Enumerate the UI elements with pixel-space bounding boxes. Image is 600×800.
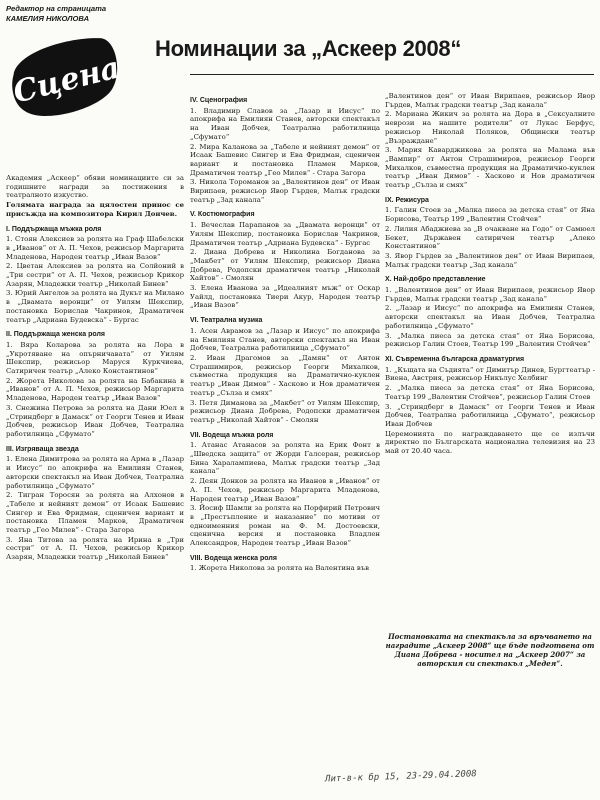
- nomination-item: 3. „Стриндберг в Дамаск“ от Георги Тенев и Иван Добчев, Театрална работилница „Сфумато“, режисьор Иван Добчев: [385, 402, 595, 428]
- nomination-item: 1. Галин Стоев за „Малка пиеса за детска стая“ от Яна Борисова, Театър 199 „Валентин Стойчев“: [385, 206, 595, 224]
- col2-sections: [190, 97, 380, 573]
- nomination-item: 2. Цветан Алексиев за ролята на Солйоний в „Три сестри“ от А. П. Чехов, режисьор Крикор Азарян, Младежки театър „Николай Бинев“: [6, 262, 184, 288]
- nomination-item: 1. Стоян Алексиев за ролята на Граф Шабелски в „Иванов“ от А. П. Чехов, режисьор Маргарита Младенова, Народен театър „Иван Вазов“: [6, 235, 184, 261]
- col1-sections: [6, 226, 184, 562]
- editor-label: Редактор на страницата: [6, 4, 107, 13]
- category-heading: X. Най-добро представление: [385, 276, 486, 284]
- col3-sections: [385, 92, 595, 456]
- intro-lead: Академия „Аскеер“ обяви номинациите си за годишните награди за постижения в театралното изкуство.: [6, 174, 184, 200]
- nomination-item: 3. Елена Иванова за „Идеалният мъж“ от Оскар Уайлд, постановка Тиери Акур, Народен театър „Иван Вазов“: [190, 284, 380, 310]
- column-1: [6, 174, 184, 786]
- category-heading: VII. Водеща мъжка роля: [190, 431, 274, 439]
- nomination-item: 2. Мира Каланова за „Табеле и нейният демон“ от Исаак Башевис Сингер и Ева Фридман, сценичен вариант и постановка Пламен Марков, Драматичен театър „Гео Милев“ - Стара Загора: [190, 142, 380, 177]
- nomination-item: 3. Снежина Петрова за ролята на Дани Юел в „Стриндберг в Дамаск“ от Георги Тенев и Иван Добчев, режисьор Иван Добчев, Театрална работилница „Сфумато“: [6, 403, 184, 438]
- nomination-item: 2. Мариана Жикич за ролята на Дора в „Сексуалните неврози на нашите родители“ от Лукас Берфус, режисьор Николай Поляков, Общински театър „Възраждане“: [385, 110, 595, 145]
- nomination-item: 1. Асен Аврамов за „Лазар и Иисус“ по апокрифа на Емилиян Станев, авторски спектакъл на Иван Добчев, Театрална работилница „Сфумато“: [190, 326, 380, 353]
- nomination-item: 3. Мария Каварджикова за ролята на Малама във „Вампир“ от Антон Страшимиров, режисьор Георги Михалков, съвместна продукция на Драматично-куклен театър „Иван Димов“ - Хасково и Нов драматичен театър „Сълза и смях“: [385, 146, 595, 190]
- intro-lifetime: Голямата награда за цялостен принос се присъжда на композитора Кирил Дончев.: [6, 201, 184, 218]
- nomination-item: 2. Диана Добрева и Николина Богданова за „Макбет“ от Уилям Шекспир, режисьор Диана Добрева, Родопски драматичен театър „Николай Хайтов“ - Смолян: [190, 248, 380, 283]
- nomination-item: 1. Атанас Атанасов за ролята на Ерик Фонт в „Шведска защита“ от Жорди Галсеран, режисьор Бина Харалампиева, Малък градски театър „Зад канала“: [190, 441, 380, 476]
- nomination-item: 3. Юрий Ангелов за ролята на Дукът на Милано в „Двамата веронци“ от Уилям Шекспир, постановка Борислав Чакринов, Драматичен театър „Адриана Будевска“ - Бургас: [6, 289, 184, 324]
- nomination-item: 2. Лилия Абаджиева за „В очакване на Годо“ от Самюел Бекет, Държавен сатиричен театър „Алеко Константинов“: [385, 224, 595, 251]
- nomination-item: 3. Йосиф Шамли за ролята на Порфирий Петрович в „Престъпление и наказание“ по мотиви от едноименния роман на Ф. М. Достоевски, сценична версия и постановка Владлен Александров, Народен театър „Иван Вазов“: [190, 504, 380, 548]
- category-heading: XI. Съвременна българска драматургия: [385, 355, 525, 363]
- nomination-item: 1. Елена Димитрова за ролята на Арма в „Лазар и Иисус“ по апокрифа на Емилиян Станев, авторски спектакъл на Иван Добчев, Театрална работилница „Сфумато“: [6, 455, 184, 490]
- page-title: Номинации за „Аскеер 2008“: [155, 36, 462, 61]
- nomination-item: 3. Явор Гърдев за „Валентинов ден“ от Иван Вирипаев, Малък градски театър „Зад канала“: [385, 251, 595, 269]
- editor-name: КАМЕЛИЯ НИКОЛОВА: [6, 14, 90, 23]
- category-heading: VIII. Водеща женска роля: [190, 554, 277, 562]
- scena-stamp: [6, 34, 126, 122]
- nomination-item: 1. „Валентинов ден“ от Иван Вирипаев, режисьор Явор Гърдев, Малък градски театър „Зад канала“: [385, 286, 595, 303]
- nomination-item: 1. Вяра Коларова за ролята на Лора в „Укротяване на опърничавата“ от Уилям Шекспир, режисьор Маруся Куркчиева, Сатиричен театър „Алеко Константинов“: [6, 340, 184, 376]
- nomination-item: „Валентинов ден“ от Иван Вирипаев, режисьор Явор Гърдев, Малък градски театър „Зад канала“: [385, 92, 595, 109]
- nomination-item: 1. Жорета Николова за ролята на Валентина във: [190, 564, 370, 573]
- column-2: [190, 90, 380, 790]
- category-heading: III. Изгряваща звезда: [6, 445, 79, 453]
- nomination-item: 1. Вечеслав Парапанов за „Двамата веронци“ от Уилям Шекспир, постановка Борислав Чакринов, Драматичен театър „Адриана Будевска“ - Бургас: [190, 221, 380, 247]
- nomination-item: 2. Деян Донков за ролята на Иванов в „Иванов“ от А. П. Чехов, режисьор Маргарита Младенова, Народен театър „Иван Вазов“: [190, 477, 380, 503]
- handwritten-note: Лит-в-к бр 15, 23-29.04.2008: [324, 769, 477, 785]
- nomination-item: 2. „Лазар и Иисус“ по апокрифа на Емилиян Станев, авторски спектакъл на Иван Добчев, Театрална работилница „Сфумато“: [385, 304, 595, 330]
- nomination-item: 2. Иван Драгомов за „Дамян“ от Антон Страшимиров, режисьор Георги Михалков, съвместна продукция на Драматично-куклен театър „Иван Димов“ - Хасково и Нов драматичен театър „Сълза и смях“: [190, 353, 380, 397]
- category-heading: V. Костюмография: [190, 211, 255, 219]
- nomination-item: 3. Никола Тороманов за „Валентинов ден“ от Иван Вирипаев, режисьор Явор Гърдев, Малък градски театър „Зад канала“: [190, 178, 380, 204]
- nomination-item: 2. „Малка пиеса за детска стая“ от Яна Борисова, Театър 199 „Валентин Стойчев“, режисьор Галин Стоев: [385, 384, 595, 401]
- nomination-item: 3. „Малка пиеса за детска стая“ от Яна Борисова, режисьор Галин Стоев, Театър 199 „Валентин Стойчев“: [385, 331, 595, 349]
- nomination-item: 3. Яна Титова за ролята на Ирина в „Три сестри“ от А. П. Чехов, режисьор Крикор Азарян, Младежки театър „Николай Бинев“: [6, 535, 184, 562]
- nomination-item: 1. Владимир Славов за „Лазар и Иисус“ по апокрифа на Емилиян Станев, авторски спектакъл на Иван Добчев, Театрална работилница „Сфумато“: [190, 106, 380, 141]
- category-heading: I. Поддържаща мъжка роля: [6, 225, 102, 233]
- nomination-item: 3. Петя Диманова за „Макбет“ от Уилям Шекспир, режисьор Диана Добрева, Родопски драматичен театър „Николай Хайтов“ - Смолян: [190, 398, 380, 424]
- nomination-item: 1. „Къщата на Съдията“ от Димитър Динев, Бургтеатър - Виена, Австрия, режисьор Никълус Хелбинг: [385, 365, 595, 383]
- nomination-item: Церемонията по награждаването ще се излъчи директно по Българската национална телевизия на 23 май от 20.40 часа.: [385, 429, 595, 456]
- nomination-item: 2. Тигран Торосян за ролята на Алхонов в „Табеле и нейният демон“ от Исаак Башевис Сингер и Ева Фридман, сценичен вариант и постановка Пламен Марков, Драматичен театър „Гео Милев“ - Стара Загора: [6, 491, 184, 535]
- stamp-label: Сцена: [9, 50, 124, 111]
- editor-credit: [6, 4, 138, 24]
- nomination-item: 2. Жорета Николова за ролята на Бабакина в „Иванов“ от А. П. Чехов, режисьор Маргарита Младенова, Народен театър „Иван Вазов“: [6, 376, 184, 403]
- category-heading: IV. Сценография: [190, 97, 248, 104]
- column-3: [385, 92, 595, 632]
- category-heading: IX. Режисура: [385, 196, 429, 204]
- category-heading: II. Поддържаща женска роля: [6, 331, 105, 339]
- closing-note: Постановката на спектакъла за връчването на наградите „Аскеер 2008“ ще бъде подготвена от Диана Добрева - носител на „Аскеер 2007“ за авторския си спектакъл „Медея“.: [385, 632, 595, 668]
- title-rule: [190, 74, 594, 75]
- category-heading: VI. Театрална музика: [190, 317, 263, 325]
